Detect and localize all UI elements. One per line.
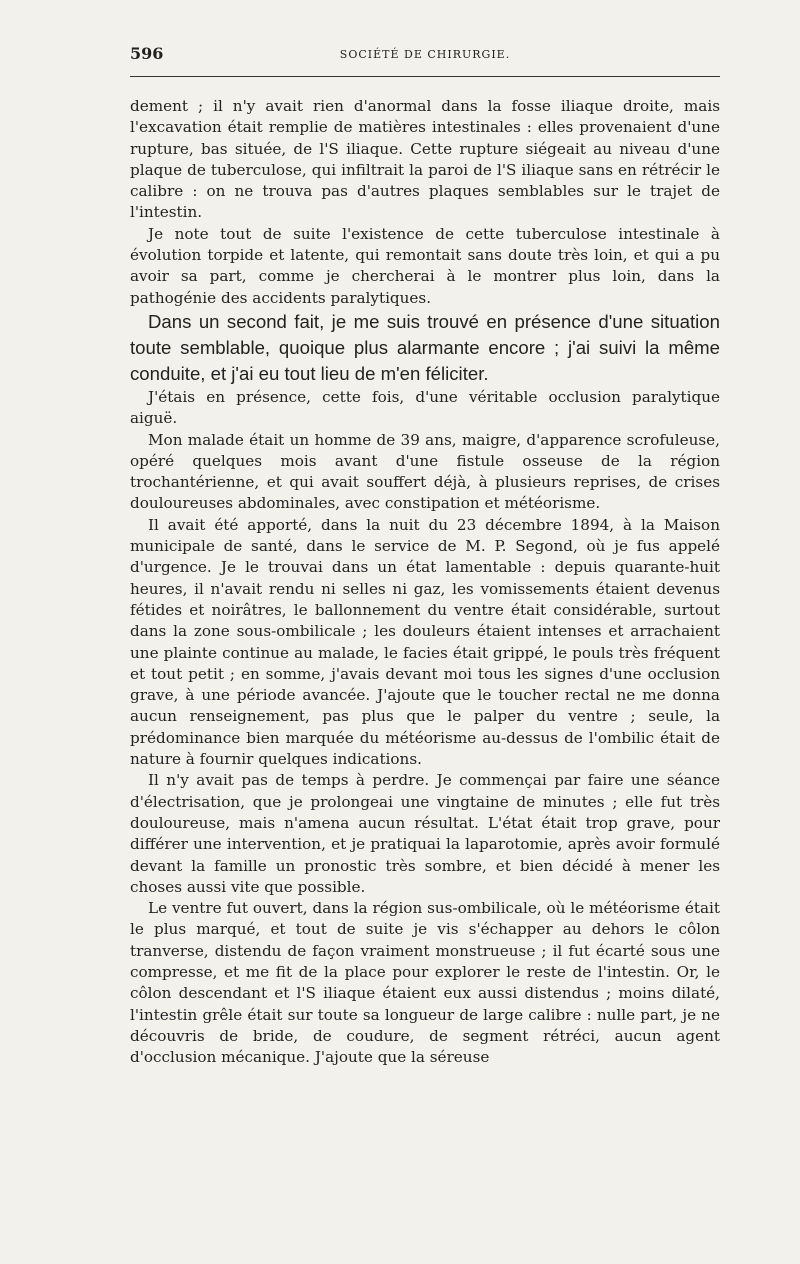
paragraph-6: Il n'y avait pas de temps à perdre. Je commençai par faire une séance d'électrisation, que je prolongeai une vingtaine de minutes ; elle fut très douloureuse, mais n'amena aucun résultat. L'état était trop grave, pour différer une intervention, et je pratiquai la laparotomie, après avoir formulé devant la famille un pronostic très sombre, et bien décidé à mener les choses aussi vite que possible.	[130, 771, 720, 896]
header-rule	[130, 76, 720, 77]
paragraph-1: dement ; il n'y avait rien d'anormal dans la fosse iliaque droite, mais l'excavation était remplie de matières intestinales : elles provenaient d'une rupture, bas située, de l'S iliaque. Cette rupture siégeait au niveau d'une plaque de tuberculose, qui infiltrait la paroi de l'S iliaque sans en rétrécir le calibre : on ne trouva pas d'autres plaques semblables sur le trajet de l'intestin.	[130, 97, 720, 222]
paragraph-7: Le ventre fut ouvert, dans la région sus-ombilicale, où le météorisme était le plus marqué, et tout de suite je vis s'échapper au dehors le côlon tranverse, distendu de façon vraiment monstrueuse ; il fut écarté sous une compresse, et me fit de la place pour explorer le reste de l'intestin. Or, le côlon descendant et l'S iliaque étaient eux aussi distendus ; moins dilaté, l'intestin grêle était sur toute sa longueur de large calibre : nulle part, je ne découvris de bride, de coudure, de segment rétréci, aucun agent d'occlusion mécanique. J'ajoute que la séreuse	[130, 899, 720, 1067]
paragraph-5: Il avait été apporté, dans la nuit du 23 décembre 1894, à la Maison municipale de santé, dans le service de M. P. Segond, où je fus appelé d'urgence. Je le trouvai dans un état lamentable : depuis quarante-huit heures, il n'avait rendu ni selles ni gaz, les vomissements étaient devenus fétides et noirâtres, le ballonnement du ventre était considérable, surtout dans la zone sous-ombilicale ; les douleurs étaient intenses et arrachaient une plainte continue au malade, le facies était grippé, le pouls très fréquent et tout petit ; en somme, j'avais devant moi tous les signes d'une occlusion grave, à une période avancée. J'ajoute que le toucher rectal ne me donna aucun renseignement, pas plus que le palper du ventre ; seule, la prédominance bien marquée du météorisme au-dessus de l'ombilic était de nature à fournir quelques indications.	[130, 515, 720, 769]
page-header	[130, 44, 720, 72]
paragraph-2: Je note tout de suite l'existence de cette tuberculose intestinale à évolution torpide et latente, qui remontait sans doute très loin, et qui a pu avoir sa part, comme je chercherai à le montrer plus loin, dans la pathogénie des accidents paralytiques.	[130, 224, 720, 307]
page-number: 596	[130, 44, 164, 63]
running-head: SOCIÉTÉ DE CHIRURGIE.	[339, 48, 511, 61]
paragraph-4: Mon malade était un homme de 39 ans, maigre, d'apparence scrofuleuse, opéré quelques mois avant d'une fistule osseuse de la région trochantérienne, et qui avait souffert déjà, à plusieurs reprises, de crises douloureuses abdominales, avec constipation et météorisme.	[130, 430, 720, 513]
body-text	[130, 96, 720, 1068]
inserted-paragraph: Dans un second fait, je me suis trouvé en présence d'une situation toute semblable, quoique plus alarmante encore ; j'ai suivi la même conduite, et j'ai eu tout lieu de m'en féliciter.	[130, 310, 720, 384]
paragraph-3: J'étais en présence, cette fois, d'une véritable occlusion paralytique aiguë.	[130, 387, 720, 428]
